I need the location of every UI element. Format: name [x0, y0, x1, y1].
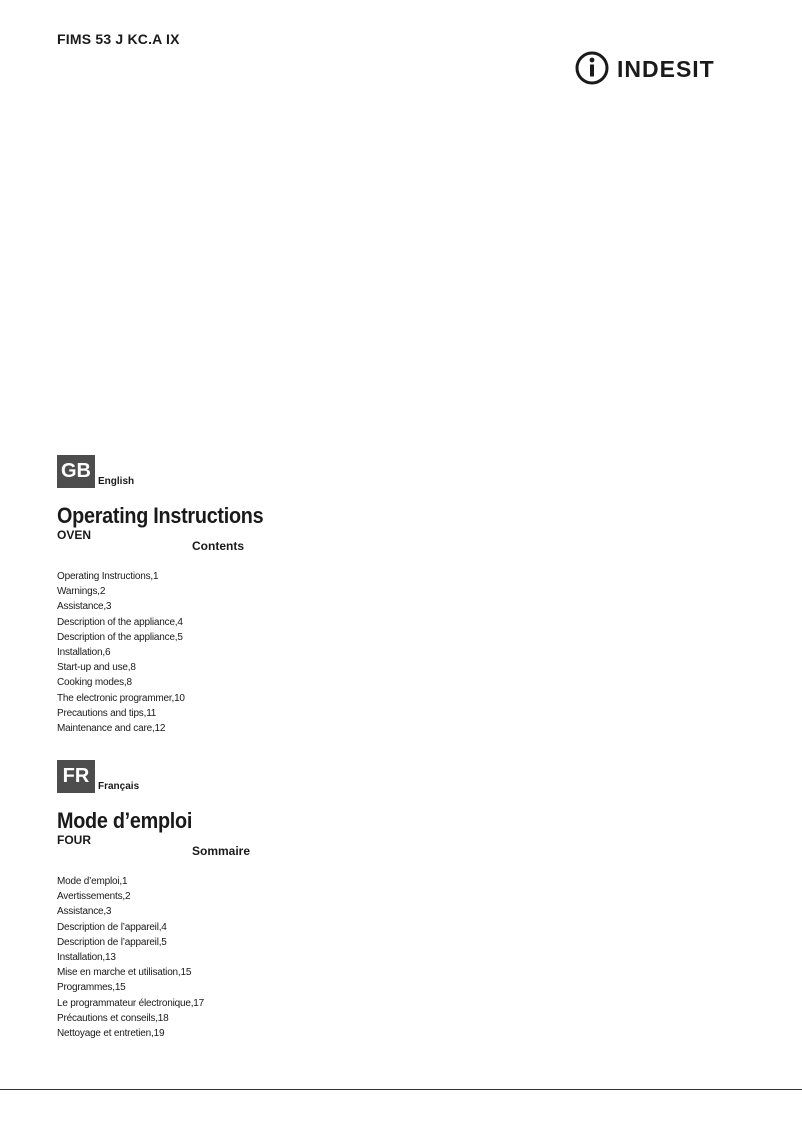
footer-divider [0, 1089, 802, 1090]
toc-item: Start-up and use,8 [57, 662, 136, 674]
toc-item: Description de l’appareil,5 [57, 936, 167, 948]
toc-item: Installation,6 [57, 647, 111, 659]
toc-item: Programmes,15 [57, 982, 126, 994]
svg-text:INDESIT: INDESIT [617, 56, 715, 82]
language-name: Français [98, 781, 140, 792]
toc-item: Description of the appliance,5 [57, 631, 183, 643]
table-of-contents [57, 874, 357, 1041]
contents-heading: Contents [192, 539, 244, 553]
toc-item: Maintenance and care,12 [57, 723, 166, 735]
language-badge: GB [57, 455, 95, 488]
toc-item: Cooking modes,8 [57, 677, 132, 689]
contents-heading: Sommaire [192, 844, 251, 858]
document-title: Mode d’emploi [57, 808, 193, 833]
toc-item: The electronic programmer,10 [57, 692, 185, 704]
toc-item: Le programmateur électronique,17 [57, 997, 205, 1009]
toc-item: Mode d’emploi,1 [57, 876, 128, 887]
section-english [57, 455, 357, 736]
section-french [57, 760, 357, 1041]
model-number: FIMS 53 J KC.A IX [57, 31, 180, 47]
toc-item: Précautions et conseils,18 [57, 1012, 169, 1024]
toc-item: Avertissements,2 [57, 891, 131, 903]
toc-item: Assistance,3 [57, 601, 112, 613]
toc-item: Installation,13 [57, 952, 116, 964]
language-name: English [98, 476, 135, 487]
table-of-contents [57, 569, 357, 736]
language-badge: FR [57, 760, 95, 793]
document-subtitle: FOUR [57, 833, 91, 847]
document-title: Operating Instructions [57, 503, 264, 528]
toc-item: Nettoyage et entretien,19 [57, 1028, 165, 1040]
document-subtitle: OVEN [57, 528, 92, 542]
toc-item: Description de l’appareil,4 [57, 921, 167, 933]
toc-item: Operating Instructions,1 [57, 571, 159, 582]
toc-item: Description of the appliance,4 [57, 616, 183, 628]
toc-item: Assistance,3 [57, 906, 112, 918]
indesit-logo [575, 48, 735, 88]
toc-item: Mise en marche et utilisation,15 [57, 967, 192, 979]
toc-item: Warnings,2 [57, 586, 106, 598]
toc-item: Precautions and tips,11 [57, 707, 157, 719]
